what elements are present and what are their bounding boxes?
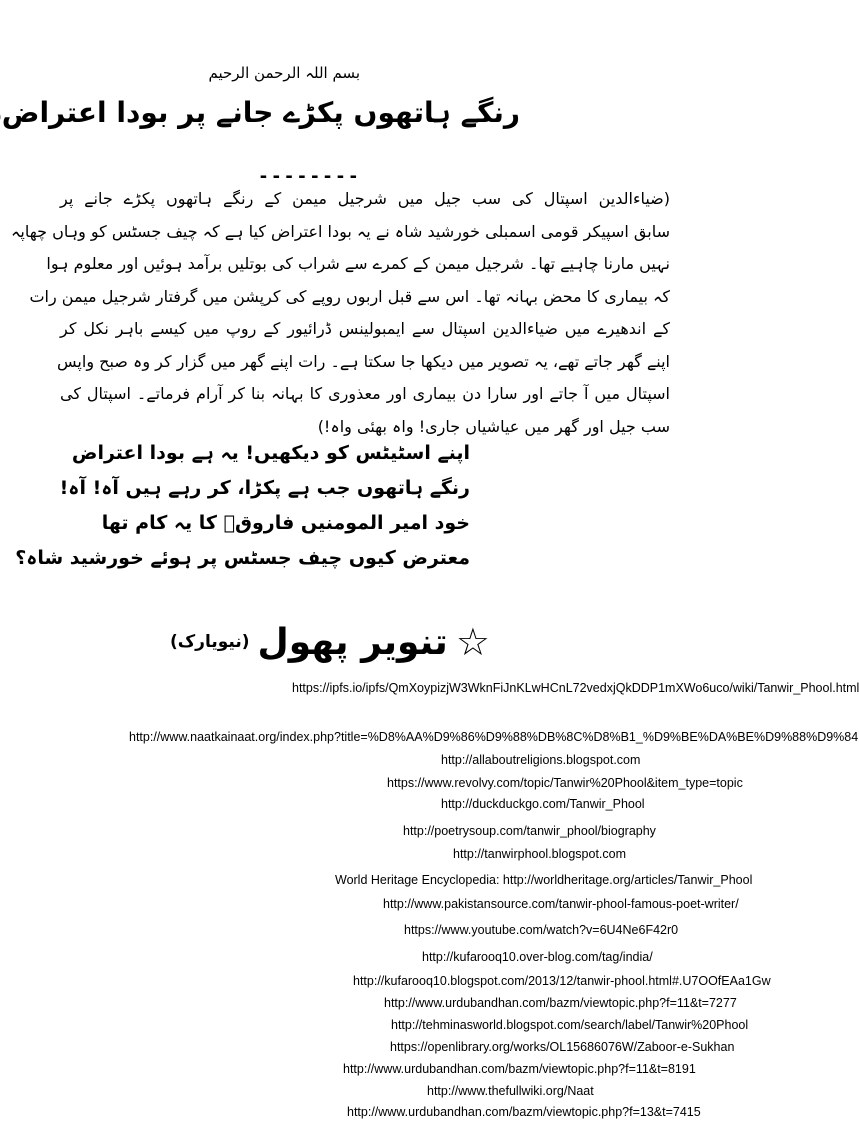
reference-link[interactable]: http://duckduckgo.com/Tanwir_Phool	[441, 797, 645, 811]
intro-line: نہیں مارنا چاہیے تھا۔ شرجیل میمن کے کمرے سے شراب کی بوتلیں برآمد ہوئیں اور معلوم ہوا	[46, 254, 670, 273]
reference-link: World Heritage Encyclopedia: http://worldheritage.org/articles/Tanwir_Phool	[335, 873, 753, 887]
bismillah-heading: بسم اللہ الرحمن الرحیم	[208, 64, 360, 82]
reference-link[interactable]: https://openlibrary.org/works/OL15686076W/Zaboor-e-Sukhan	[390, 1040, 735, 1054]
reference-link[interactable]: http://www.pakistansource.com/tanwir-phool-famous-poet-writer/	[383, 897, 739, 911]
poem-line: معترض کیوں چیف جسٹس پر ہوئے خورشید شاہ؟	[15, 547, 470, 569]
poet-location: (نیویارک)	[170, 632, 250, 652]
reference-link[interactable]: http://tanwirphool.blogspot.com	[453, 847, 627, 861]
reference-link[interactable]: http://www.urdubandhan.com/bazm/viewtopic.php?f=11&t=7277	[384, 996, 737, 1010]
title-divider: --------	[258, 166, 361, 187]
reference-link[interactable]: http://allaboutreligions.blogspot.com	[441, 753, 641, 767]
intro-line: سب جیل اور گھر میں عیاشیاں جاری! واہ بھئی واہ!)	[317, 416, 670, 436]
reference-link[interactable]: http://tehminasworld.blogspot.com/search/label/Tanwir%20Phool	[391, 1018, 749, 1032]
reference-link[interactable]: https://ipfs.io/ipfs/QmXoypizjW3WknFiJnKLwHCnL72vedxjQkDDP1mXWo6uco/wiki/Tanwir_Phool.html	[292, 681, 859, 695]
reference-link[interactable]: http://kufarooq10.blogspot.com/2013/12/tanwir-phool.html#.U7OOfEAa1Gw	[353, 974, 771, 988]
reference-link[interactable]: http://poetrysoup.com/tanwir_phool/biography	[403, 824, 656, 838]
poem-line: رنگے ہاتھوں جب ہے پکڑا، کر رہے ہیں آہ! آہ!	[59, 477, 470, 499]
poem-line: خود امیر المومنیں فاروقؓ کا یہ کام تھا	[101, 512, 470, 534]
reference-link[interactable]: http://www.urdubandhan.com/bazm/viewtopic.php?f=13&t=7415	[347, 1105, 701, 1119]
intro-line: (ضیاءالدین اسپتال کی سب جیل میں شرجیل میمن کے رنگے ہاتھوں پکڑے جانے پر	[60, 189, 670, 208]
intro-line: سابق اسپیکر قومی اسمبلی خورشید شاہ نے یہ بودا اعتراض کیا ہے کہ چیف جسٹس کو وہاں چھاپہ	[11, 221, 670, 241]
reference-link[interactable]: http://www.naatkainaat.org/index.php?title=%D8%AA%D9%86%D9%88%DB%8C%D8%B1_%D9%BE%DA%BE%D9%88%D9%84	[129, 730, 859, 744]
reference-link[interactable]: http://kufarooq10.over-blog.com/tag/india/	[422, 950, 653, 964]
intro-line: کے اندھیرے میں ضیاءالدین اسپتال سے ایمبولینس ڈرائیور کے روپ میں کیسے باہر نکل کر	[60, 319, 670, 338]
reference-link[interactable]: http://www.urdubandhan.com/bazm/viewtopic.php?f=11&t=8191	[343, 1062, 696, 1076]
reference-link[interactable]: https://www.youtube.com/watch?v=6U4Ne6F42r0	[404, 923, 679, 937]
intro-line: اسپتال میں آ جاتے اور سارا دن بیماری اور معذوری کا بہانہ بنا کر آرام فرماتے۔ اسپتال کی	[60, 384, 670, 403]
poem-line: اپنے اسٹیٹس کو دیکھیں! یہ ہے بودا اعتراض	[71, 442, 470, 464]
reference-link[interactable]: http://www.thefullwiki.org/Naat	[427, 1084, 594, 1098]
poet-name: تنویر پھول	[257, 621, 448, 663]
poem-title-text: رنگے ہاتھوں پکڑے جانے پر بودا اعتراض	[1, 96, 520, 129]
intro-line: کہ بیماری کا محض بہانہ تھا۔ اس سے قبل اربوں روپے کی کرپشن میں گرفتار شرجیل میمن رات	[29, 286, 670, 306]
reference-link[interactable]: https://www.revolvy.com/topic/Tanwir%20Phool&item_type=topic	[387, 776, 743, 790]
intro-line: اپنے گھر جاتے تھے، یہ تصویر میں دیکھا جا سکتا ہے۔ رات اپنے گھر میں گزار کر وہ صبح واپس	[57, 351, 670, 371]
star-icon: ☆	[455, 620, 490, 664]
